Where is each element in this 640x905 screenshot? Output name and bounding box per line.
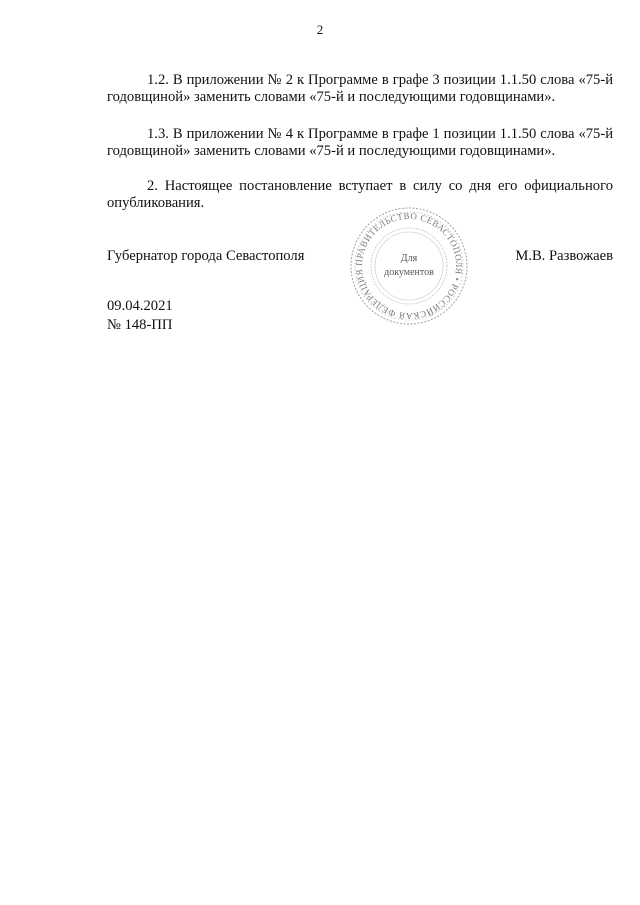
paragraph-1-2: 1.2. В приложении № 2 к Программе в графе 3 позиции 1.1.50 слова «75-й годовщиной» заменить словами «75-й и последующими годовщинами». [107, 71, 613, 106]
official-seal [348, 205, 470, 327]
signatory-title: Губернатор города Севастополя [107, 248, 305, 264]
document-date: 09.04.2021 [107, 298, 173, 314]
seal-inner-line-1: Для [400, 253, 418, 264]
document-number: № 148-ПП [107, 317, 173, 333]
seal-inner-line-2: документов [384, 267, 434, 278]
paragraph-2: 2. Настоящее постановление вступает в силу со дня его официального опубликования. [107, 177, 613, 212]
signatory-name: М.В. Развожаев [515, 248, 613, 264]
seal-ring-text: ПРАВИТЕЛЬСТВО СЕВАСТОПОЛЯ • РОССИЙСКАЯ ФЕДЕРАЦИЯ [353, 210, 465, 322]
paragraph-1-3: 1.3. В приложении № 4 к Программе в графе 1 позиции 1.1.50 слова «75-й годовщиной» заменить словами «75-й и последующими годовщинами». [107, 125, 613, 160]
page-number: 2 [316, 22, 324, 37]
